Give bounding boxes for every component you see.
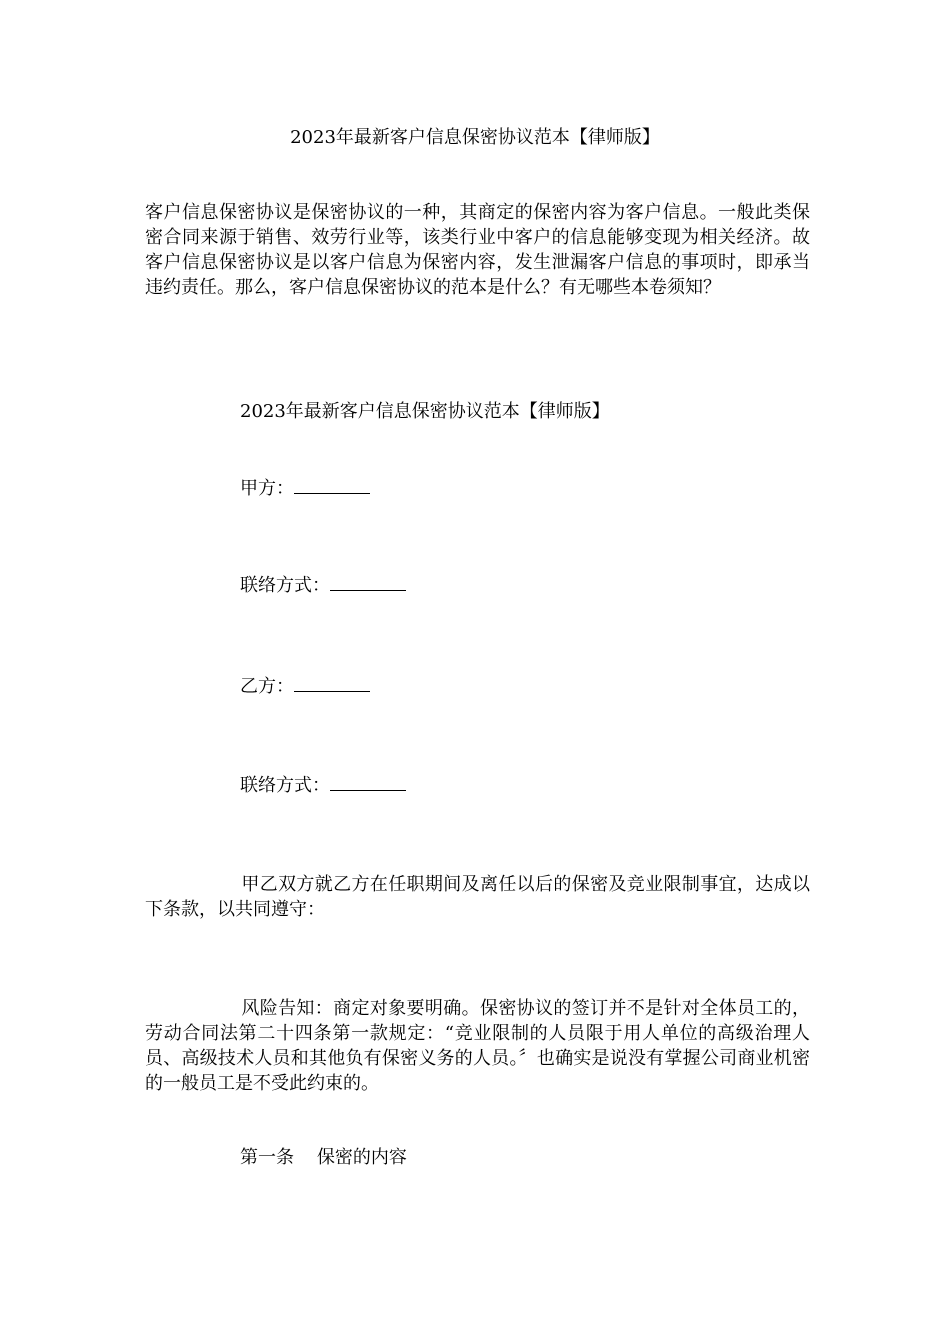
party-a-contact-label: 联络方式：: [240, 575, 330, 596]
agreement-paragraph: [145, 872, 810, 922]
party-a-contact-blank: [330, 573, 406, 591]
agreement-text: 甲乙双方就乙方在任职期间及离任以后的保密及竞业限制事宜，达成以下条款，以共同遵守：: [145, 874, 810, 920]
risk-paragraph: [145, 996, 810, 1096]
party-b-line: [240, 674, 370, 699]
intro-paragraph: 客户信息保密协议是保密协议的一种，其商定的保密内容为客户信息。一般此类保密合同来源于销售、效劳行业等，该类行业中客户的信息能够变现为相关经济。故客户信息保密协议是以客户信息为保密内容，发生泄漏客户信息的事项时，即承当违约责任。那么，客户信息保密协议的范本是什么？有无哪些本卷须知？: [145, 202, 810, 298]
party-b-label: 乙方：: [240, 676, 294, 697]
party-b-contact-label: 联络方式：: [240, 775, 330, 796]
party-a-contact-line: [240, 573, 406, 598]
party-a-blank: [294, 476, 370, 494]
party-b-contact-blank: [330, 773, 406, 791]
risk-text: 风险告知：商定对象要明确。保密协议的签订并不是针对全体员工的，劳动合同法第二十四条第一款规定：“竞业限制的人员限于用人单位的高级治理人员、高级技术人员和其他负有保密义务的人员。〞也确实是说没有掌握公司商业机密的一般员工是不受此约束的。: [145, 998, 810, 1094]
agreement-subtitle: 2023年最新客户信息保密协议范本【律师版】: [240, 401, 610, 422]
document-title: 2023年最新客户信息保密协议范本【律师版】: [290, 127, 660, 148]
party-b-contact-line: [240, 773, 406, 798]
party-a-line: [240, 476, 370, 501]
party-a-label: 甲方：: [240, 478, 294, 499]
article-1-heading: 第一条 保密的内容: [240, 1147, 407, 1168]
party-b-blank: [294, 674, 370, 692]
